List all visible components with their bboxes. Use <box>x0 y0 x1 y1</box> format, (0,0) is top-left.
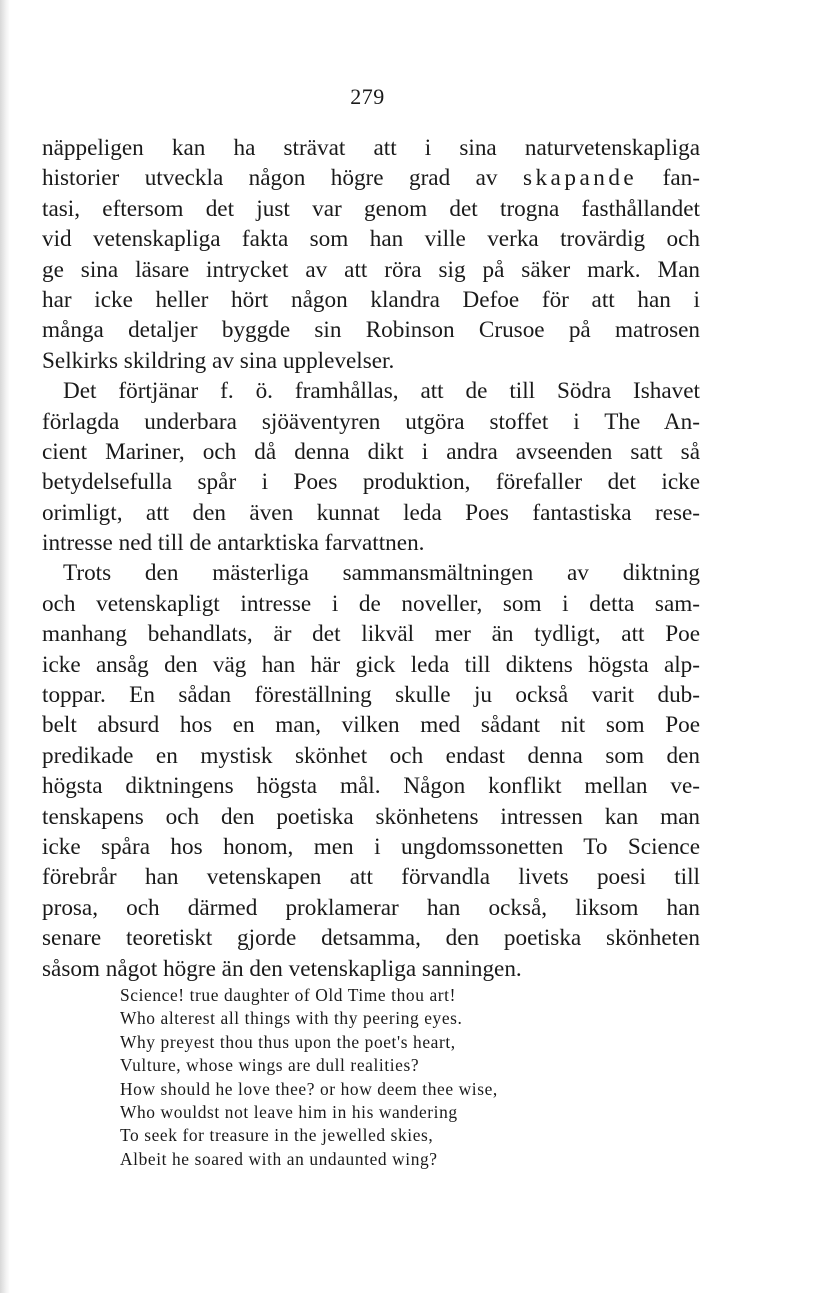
poem-line: Albeit he soared with an undaunted wing? <box>120 1148 438 1169</box>
text-line <box>42 163 700 193</box>
text-segment: historier utveckla någon högre grad av <box>42 165 523 192</box>
text-line: tenskapens och den poetiska skönhetens intressen kan man <box>42 803 700 830</box>
poem-line: Science! true daughter of Old Time thou art! <box>120 985 456 1005</box>
page-edge-shadow <box>0 0 10 1293</box>
text-line: intresse ned till de antarktiska farvattnen. <box>42 530 425 557</box>
poem-line: How should he love thee? or how deem thee wise, <box>120 1078 498 1099</box>
poem-line: Who wouldst not leave him in his wandering <box>120 1101 458 1122</box>
text-line: ge sina läsare intrycket av att röra sig på säker mark. Man <box>42 256 700 283</box>
text-line: toppar. En sådan föreställning skulle ju också varit dub- <box>42 682 700 709</box>
poem-line: Vulture, whose wings are dull realities? <box>120 1055 420 1076</box>
poem-line: Why preyest thou thus upon the poet's heart, <box>120 1031 456 1052</box>
poem-line: To seek for treasure in the jewelled skies, <box>120 1125 434 1146</box>
text-line: Trots den mästerliga sammansmältningen av diktning <box>63 560 700 587</box>
text-line: många detaljer byggde sin Robinson Crusoe på matrosen <box>42 317 700 344</box>
text-line: såsom något högre än den vetenskapliga sanningen. <box>42 955 522 982</box>
text-line: icke ansåg den väg han här gick leda till diktens högsta alp- <box>42 651 700 678</box>
text-line: senare teoretiskt gjorde detsamma, den poetiska skönheten <box>42 925 700 952</box>
text-line: manhang behandlats, är det likväl mer än tydligt, att Poe <box>42 621 700 648</box>
body-text <box>42 133 700 984</box>
text-line: predikade en mystisk skönhet och endast denna som den <box>42 742 700 769</box>
text-line: Det förtjänar f. ö. framhållas, att de till Södra Ishavet <box>63 378 700 405</box>
text-line: prosa, och därmed proklamerar han också, liksom han <box>42 894 700 921</box>
text-line: har icke heller hört någon klandra Defoe för att han i <box>42 286 700 313</box>
text-line: vid vetenskapliga fakta som han ville verka trovärdig och <box>42 226 700 253</box>
text-line: tasi, eftersom det just var genom det trogna fasthållandet <box>42 195 700 222</box>
text-line: belt absurd hos en man, vilken med sådant nit som Poe <box>42 712 700 739</box>
sonnet-quote <box>120 984 720 1171</box>
text-line: cient Mariner, och då denna dikt i andra avseenden satt så <box>42 438 700 465</box>
text-line: Selkirks skildring av sina upplevelser. <box>42 347 395 374</box>
text-line: icke spåra hos honom, men i ungdomssonetten To Science <box>42 833 700 860</box>
emphasized-word: skapande <box>522 165 638 192</box>
text-line: betydelsefulla spår i Poes produktion, förefaller det icke <box>42 469 700 496</box>
text-line: näppeligen kan ha strävat att i sina naturvetenskapliga <box>42 135 700 161</box>
poem-line: Who alterest all things with thy peering eyes. <box>120 1008 463 1029</box>
text-line: förlagda underbara sjöäventyren utgöra stoffet i The An- <box>42 408 700 435</box>
text-line: förebrår han vetenskapen att förvandla livets poesi till <box>42 864 700 891</box>
text-segment: fan- <box>637 165 700 192</box>
text-line: orimligt, att den även kunnat leda Poes fantastiska rese- <box>42 499 700 526</box>
page-number: 279 <box>350 84 385 109</box>
text-line: högsta diktningens högsta mål. Någon konflikt mellan ve- <box>42 773 700 800</box>
text-line: och vetenskapligt intresse i de noveller, som i detta sam- <box>42 590 700 617</box>
